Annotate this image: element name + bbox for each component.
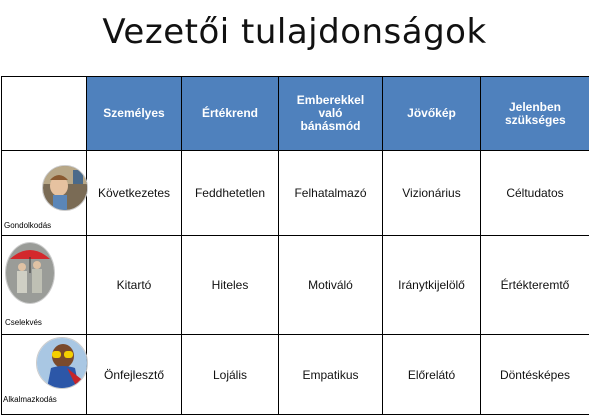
column-header-text: Jelenben szükséges <box>505 99 566 127</box>
column-header: Személyes <box>87 77 182 151</box>
table-cell: Értékteremtő <box>481 236 589 335</box>
table-cell: Döntésképes <box>481 335 589 415</box>
row-label: Cselekvés <box>5 318 42 327</box>
table-cell: Kitartó <box>87 236 182 335</box>
table-cell: Felhatalmazó <box>279 151 383 236</box>
table-cell: Következetes <box>87 151 182 236</box>
table-cell: Empatikus <box>279 335 383 415</box>
leadership-table <box>1 76 589 415</box>
header-row <box>2 77 589 151</box>
row-header <box>2 335 87 415</box>
table-cell: Motiváló <box>279 236 383 335</box>
row-label: Alkalmazkodás <box>3 395 57 404</box>
table-row <box>2 236 589 335</box>
row-header <box>2 236 87 335</box>
table-row <box>2 151 589 236</box>
row-label: Gondolkodás <box>4 221 52 230</box>
column-header <box>279 77 383 151</box>
table-cell: Vizionárius <box>383 151 481 236</box>
table-cell: Feddhetetlen <box>182 151 279 236</box>
table-cell: Előrelátó <box>383 335 481 415</box>
corner-cell <box>2 77 87 151</box>
table-cell: Iránytkijelölő <box>383 236 481 335</box>
table-cell: Céltudatos <box>481 151 589 236</box>
table-row <box>2 335 589 415</box>
column-header: Jövőkép <box>383 77 481 151</box>
row-header <box>2 151 87 236</box>
column-header <box>481 77 589 151</box>
couple-with-red-umbrella-photo <box>5 242 55 304</box>
child-with-goggles-superhero-photo <box>36 337 88 389</box>
page-title: Vezetői tulajdonságok <box>102 12 487 52</box>
column-header-text: Emberekkel való bánásmód <box>296 93 365 133</box>
table-cell: Hiteles <box>182 236 279 335</box>
column-header: Értékrend <box>182 77 279 151</box>
table-cell: Lojális <box>182 335 279 415</box>
child-looking-up-photo <box>42 165 88 211</box>
table-cell: Önfejlesztő <box>87 335 182 415</box>
